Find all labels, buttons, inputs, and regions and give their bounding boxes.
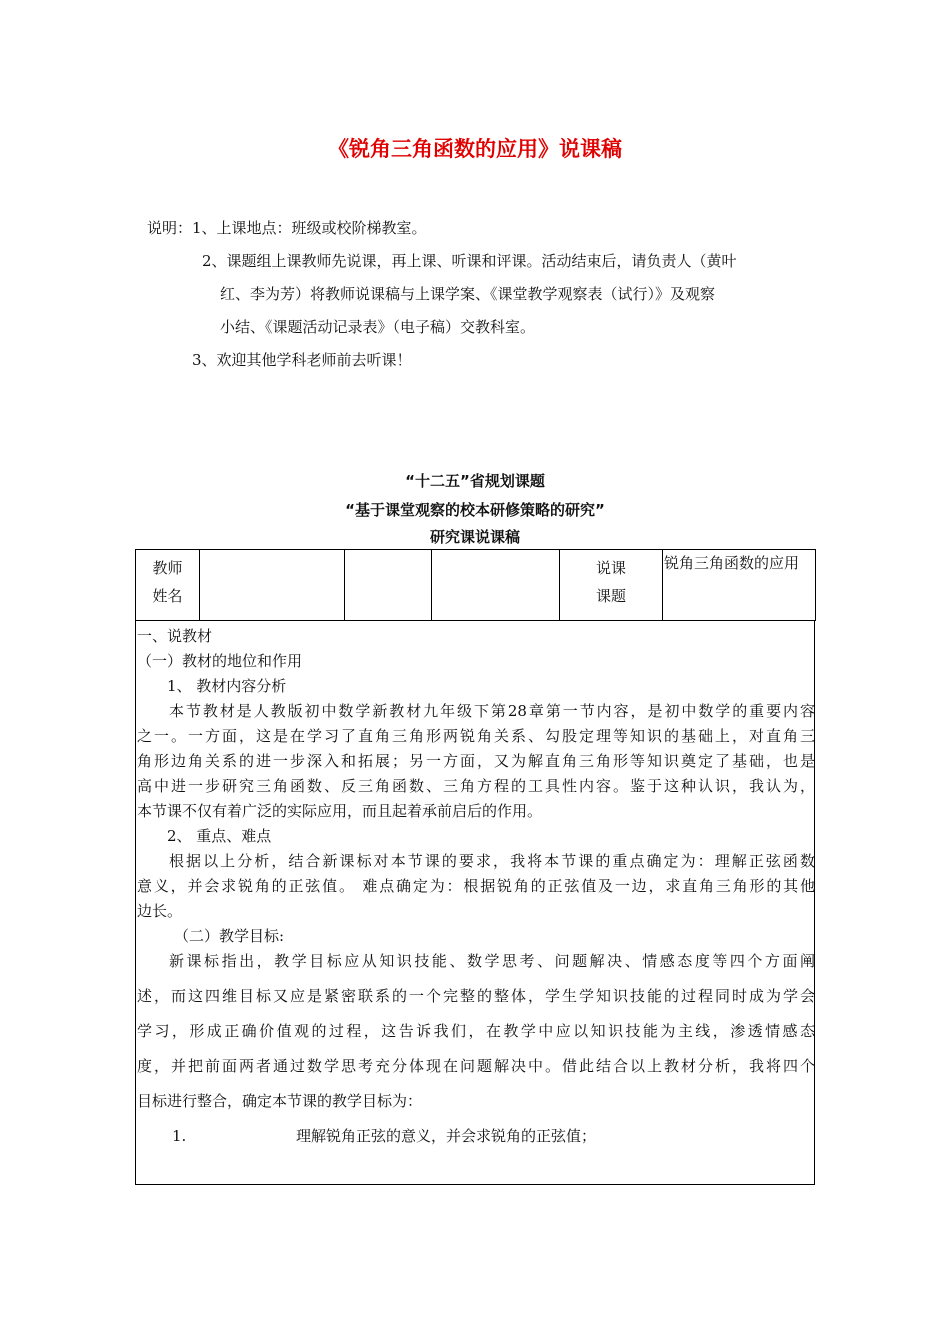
paragraph-line: 根据以上分析，结合新课标对本节课的要求，我将本节课的重点确定为：理解正弦函数: [169, 852, 815, 870]
paragraph-line: 之一。一方面，这是在学习了直角三角形两锐角关系、勾股定理等知识的基础上，对直角三: [137, 727, 815, 745]
teacher-name-label-cell: [136, 550, 200, 621]
research-title: “基于课堂观察的校本研修策略的研究”: [345, 501, 605, 519]
topic-value: 锐角三角函数的应用: [664, 554, 800, 572]
paragraph-line: 本节课不仅有着广泛的实际应用，而且起着承前启后的作用。: [137, 802, 543, 820]
topic-label-line-1: 说课: [595, 559, 626, 577]
teacher-name-cell-1: [200, 550, 345, 621]
topic-label-cell: [560, 550, 663, 621]
goal-number: 1.: [172, 1127, 187, 1145]
paragraph-line: 度，并把前面两者通过数学思考充分体现在问题解决中。借此结合以上教材分析，我将四个: [137, 1057, 815, 1075]
document-subtitle: 研究课说课稿: [429, 528, 520, 546]
goal-text: 理解锐角正弦的意义，并会求锐角的正弦值；: [296, 1127, 597, 1145]
paragraph-line: 角形边角关系的进一步深入和拓展；另一方面，又为解直角三角形等知识奠定了基础，也是: [137, 752, 815, 770]
paragraph-line: 述，而这四维目标又应是紧密联系的一个完整的整体，学生学知识技能的过程同时成为学会: [137, 987, 815, 1005]
item-heading: 1、 教材内容分析: [167, 677, 287, 695]
lesson-info-table: [135, 549, 816, 621]
paragraph-line: 本节教材是人教版初中数学新教材九年级下第28章第一节内容，是初中数学的重要内容: [169, 702, 815, 720]
subsection-heading: （二）教学目标:: [174, 927, 285, 945]
paragraph-line: 目标进行整合，确定本节课的教学目标为：: [137, 1092, 423, 1110]
teacher-name-cell-2: [345, 550, 432, 621]
project-heading: “十二五”省规划课题: [405, 472, 545, 490]
lesson-content-box: [135, 620, 815, 1185]
note-line-4: 小结、《课题活动记录表》（电子稿）交教科室。: [220, 318, 536, 336]
paragraph-line: 学习，形成正确价值观的过程，这告诉我们，在教学中应以知识技能为主线，渗透情感态: [137, 1022, 815, 1040]
topic-value-cell: [663, 550, 816, 621]
teacher-label-line-1: 教师: [152, 559, 183, 577]
document-title: 《锐角三角函数的应用》说课稿: [328, 137, 622, 161]
paragraph-line: 高中进一步研究三角函数、反三角函数、三角方程的工具性内容。鉴于这种认识，我认为，: [137, 777, 815, 795]
teacher-label-line-2: 姓名: [152, 587, 183, 605]
item-heading: 2、 重点、难点: [167, 827, 272, 845]
paragraph-line: 边长。: [137, 902, 183, 920]
paragraph-line: 新课标指出，教学目标应从知识技能、数学思考、问题解决、情感态度等四个方面阐: [169, 952, 815, 970]
note-line-5: 3、欢迎其他学科老师前去听课！: [192, 351, 412, 369]
topic-label-line-2: 课题: [595, 587, 626, 605]
teacher-name-cell-3: [432, 550, 560, 621]
note-line-2: 2、课题组上课教师先说课，再上课、听课和评课。活动结束后，请负责人（黄叶: [202, 252, 737, 270]
subsection-heading: （一）教材的地位和作用: [137, 652, 303, 670]
section-heading: 一、说教材: [137, 627, 213, 645]
note-line-3: 红、李为芳）将教师说课稿与上课学案、《课堂教学观察表（试行）》及观察: [220, 285, 716, 303]
paragraph-line: 意义，并会求锐角的正弦值。 难点确定为：根据锐角的正弦值及一边，求直角三角形的其他: [137, 877, 815, 895]
note-line-1: 说明：1、上课地点：班级或校阶梯教室。: [147, 219, 427, 237]
